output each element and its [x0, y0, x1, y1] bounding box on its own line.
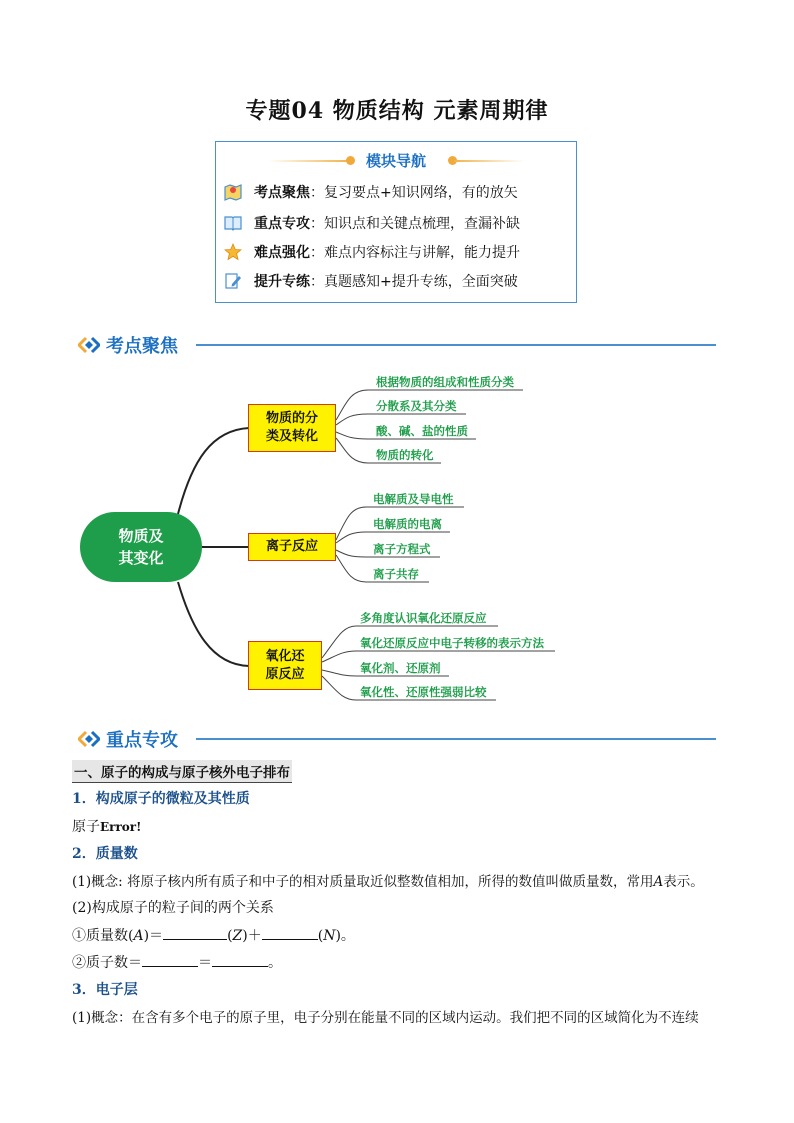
leaf-item: 多角度认识氧化还原反应: [360, 611, 487, 625]
nav-heading: 模块导航: [365, 152, 426, 170]
branch-label-line: 氧化还: [265, 648, 305, 664]
section-key-rule: [196, 738, 716, 740]
concept-text: (1)概念: 将原子核内所有质子和中子的相对质量取近似整数值相加，所得的数值叫做质量数，常用: [72, 874, 654, 890]
branch-node-classification: [248, 404, 336, 452]
eq-text: ②质子数＝: [72, 955, 142, 971]
nav-desc: ：难点内容标注与讲解，能力提升: [310, 245, 520, 261]
leaf-item: 离子共存: [373, 567, 419, 581]
leaf-item: 电解质及导电性: [373, 492, 454, 506]
nav-desc: ：复习要点+知识网络，有的放矢: [310, 185, 518, 201]
fill-blank[interactable]: [212, 953, 268, 967]
fill-blank[interactable]: [163, 926, 227, 940]
branch-node-redox: [248, 641, 322, 690]
equation-1: [72, 925, 355, 945]
equation-2: [72, 952, 282, 972]
concept-electron-shell: (1)概念：在含有多个电子的原子里，电子分别在能量不同的区域内运动。我们把不同的区域简化为不连续: [72, 1010, 699, 1026]
branch-label-line: 物质的分: [265, 411, 318, 426]
eq-var: N: [323, 928, 336, 944]
leaf-item: 电解质的电离: [373, 517, 442, 531]
leaf-item: 酸、碱、盐的性质: [376, 424, 468, 438]
heading-3: 3．电子层: [72, 982, 138, 998]
concept-mass-number: [72, 870, 704, 890]
heading-1: 1．构成原子的微粒及其性质: [72, 791, 250, 807]
center-line-1: 物质及: [118, 527, 164, 545]
leaf-item: 根据物质的组成和性质分类: [376, 375, 514, 389]
eq-text: )＋: [242, 928, 262, 944]
concept-end: 表示。: [663, 874, 704, 890]
section-key-title: 重点专攻: [106, 730, 178, 751]
leaf-item: 分散系及其分类: [376, 399, 457, 413]
leaf-item: 氧化还原反应中电子转移的表示方法: [360, 636, 544, 650]
eq-text: 。: [268, 955, 282, 971]
relation-line: (2)构成原子的粒子间的两个关系: [72, 900, 274, 916]
section-focus-title: 考点聚焦: [106, 336, 178, 357]
nav-desc: ：真题感知+提升专练，全面突破: [310, 274, 518, 290]
nav-key: 考点聚焦: [254, 185, 310, 201]
double-chevron-icon: [78, 730, 100, 748]
atom-label: 原子: [72, 819, 100, 835]
leaf-item: 物质的转化: [376, 448, 434, 462]
eq-var: A: [133, 928, 144, 944]
nav-key: 难点强化: [254, 245, 310, 261]
eq-text: ＝: [198, 955, 212, 971]
eq-text: ①质量数(: [72, 928, 134, 944]
fill-blank[interactable]: [262, 926, 318, 940]
section-key-header: [78, 726, 178, 752]
leaf-item: 氧化性、还原性强弱比较: [360, 685, 487, 699]
nav-key: 提升专练: [254, 274, 310, 290]
center-line-2: 其变化: [118, 549, 164, 567]
atom-line: [72, 816, 141, 836]
error-text: Error!: [100, 820, 142, 834]
branch-node-ionic-reaction: [248, 533, 336, 561]
heading-2: 2．质量数: [72, 846, 138, 862]
leaf-item: 离子方程式: [373, 542, 431, 556]
nav-key: 重点专攻: [254, 216, 310, 232]
mindmap-center-node: [80, 512, 202, 582]
page-title: 专题04 物质结构 元素周期律: [245, 98, 549, 124]
leaf-item: 氧化剂、还原剂: [360, 661, 441, 675]
subsection-heading: 一、原子的构成与原子核外电子排布: [72, 760, 292, 783]
nav-desc: ：知识点和关键点梳理，查漏补缺: [310, 216, 520, 232]
branch-label-line: 类及转化: [265, 429, 318, 444]
branch-label-line: 原反应: [265, 666, 305, 682]
branch-label-line: 离子反应: [265, 539, 318, 554]
eq-text: )＝: [143, 928, 164, 944]
var-A: A: [653, 874, 664, 890]
eq-text: (: [227, 928, 233, 944]
eq-text: )。: [335, 928, 355, 944]
eq-var: Z: [232, 928, 243, 944]
fill-blank[interactable]: [142, 953, 198, 967]
eq-text: (: [317, 928, 324, 944]
